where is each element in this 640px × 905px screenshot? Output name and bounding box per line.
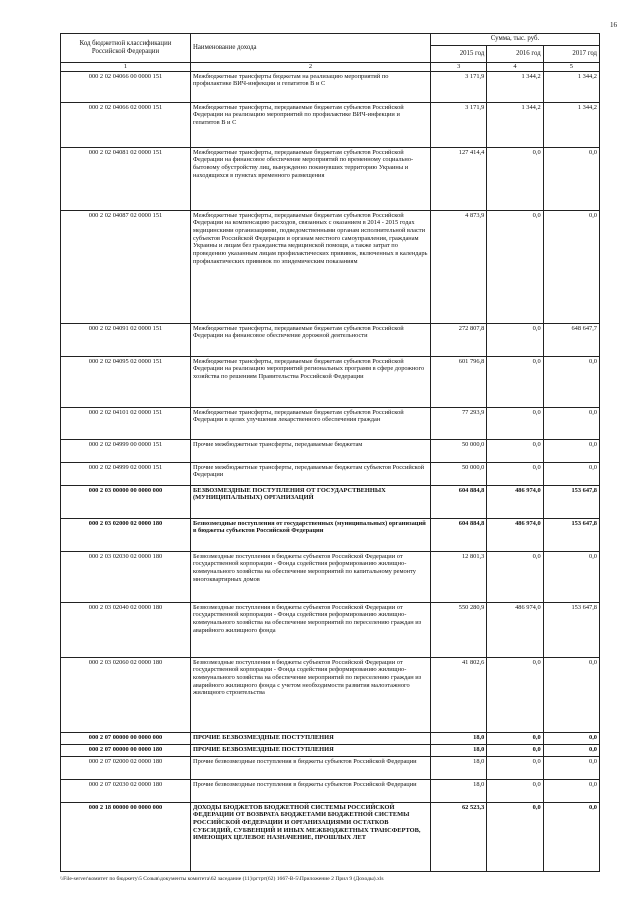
row-amount-2017: 0,0: [543, 732, 599, 744]
row-income-name: Безвозмездные поступления от государственных (муниципальных) организаций в бюджеты субъектов Российской Федерации: [191, 518, 431, 551]
row-amount-2017: 0,0: [543, 756, 599, 779]
row-amount-2015: 18,0: [431, 732, 487, 744]
row-amount-2016: 0,0: [487, 657, 543, 732]
row-code: 000 2 02 04081 02 0000 151: [61, 147, 191, 210]
row-code: 000 2 02 04091 02 0000 151: [61, 323, 191, 356]
row-amount-2017: 0,0: [543, 210, 599, 323]
table-row: [61, 802, 600, 871]
row-amount-2015: 272 807,8: [431, 323, 487, 356]
row-code: 000 2 18 00000 00 0000 000: [61, 802, 191, 871]
column-number: 3: [431, 63, 487, 72]
row-amount-2016: 0,0: [487, 551, 543, 602]
row-amount-2015: 18,0: [431, 779, 487, 802]
table-row: [61, 732, 600, 744]
row-amount-2015: 550 280,9: [431, 602, 487, 657]
row-amount-2017: 1 344,2: [543, 102, 599, 147]
row-amount-2015: 601 796,8: [431, 356, 487, 407]
column-number: 1: [61, 63, 191, 72]
row-code: 000 2 07 02030 02 0000 180: [61, 779, 191, 802]
row-code: 000 2 03 00000 00 0000 000: [61, 485, 191, 518]
row-amount-2016: 486 974,0: [487, 485, 543, 518]
row-amount-2017: 153 647,8: [543, 602, 599, 657]
row-income-name: Прочие межбюджетные трансферты, передаваемые бюджетам субъектов Российской Федерации: [191, 462, 431, 485]
column-number: 5: [543, 63, 599, 72]
row-amount-2015: 18,0: [431, 756, 487, 779]
row-amount-2017: 0,0: [543, 551, 599, 602]
row-code: 000 2 02 04999 02 0000 151: [61, 462, 191, 485]
year-2016-header: 2016 год: [487, 46, 543, 63]
row-amount-2016: 1 344,2: [487, 71, 543, 102]
row-amount-2016: 0,0: [487, 744, 543, 756]
column-number: 2: [191, 63, 431, 72]
table-row: [61, 756, 600, 779]
table-row: [61, 779, 600, 802]
row-amount-2017: 0,0: [543, 356, 599, 407]
row-amount-2016: 0,0: [487, 439, 543, 462]
table-row: [61, 744, 600, 756]
row-income-name: Прочие межбюджетные трансферты, передаваемые бюджетам: [191, 439, 431, 462]
row-income-name: Межбюджетные трансферты, передаваемые бюджетам субъектов Российской Федерации на компенсацию расходов, связанных с оказанием в 2014 - 2015 годах медицинскими организациями, подведомственными органам исполнительной власти субъектов Российской Федерации и органам местного самоуправления, гражданам Украины и лицам без гражданства медицинской помощи, а также затрат по проведению указанным лицам профилактических прививок, включенных в календарь профилактических прививок по эпидемическим показаниям: [191, 210, 431, 323]
row-amount-2015: 41 802,6: [431, 657, 487, 732]
year-2017-header: 2017 год: [543, 46, 599, 63]
page-number: 16: [610, 21, 617, 29]
row-code: 000 2 02 04066 02 0000 151: [61, 102, 191, 147]
row-income-name: ПРОЧИЕ БЕЗВОЗМЕЗДНЫЕ ПОСТУПЛЕНИЯ: [191, 744, 431, 756]
row-amount-2015: 4 873,9: [431, 210, 487, 323]
row-amount-2016: 0,0: [487, 462, 543, 485]
table-row: [61, 356, 600, 407]
row-amount-2015: 3 171,9: [431, 102, 487, 147]
table-row: [61, 439, 600, 462]
year-2015-header: 2015 год: [431, 46, 487, 63]
table-row: [61, 518, 600, 551]
row-amount-2016: 486 974,0: [487, 518, 543, 551]
row-amount-2016: 0,0: [487, 802, 543, 871]
row-amount-2016: 486 974,0: [487, 602, 543, 657]
row-amount-2017: 153 647,8: [543, 518, 599, 551]
row-amount-2015: 604 884,8: [431, 485, 487, 518]
row-amount-2016: 0,0: [487, 732, 543, 744]
row-income-name: БЕЗВОЗМЕЗДНЫЕ ПОСТУПЛЕНИЯ ОТ ГОСУДАРСТВЕННЫХ (МУНИЦИПАЛЬНЫХ) ОРГАНИЗАЦИЙ: [191, 485, 431, 518]
row-amount-2016: 0,0: [487, 147, 543, 210]
row-amount-2016: 0,0: [487, 323, 543, 356]
row-income-name: ПРОЧИЕ БЕЗВОЗМЕЗДНЫЕ ПОСТУПЛЕНИЯ: [191, 732, 431, 744]
row-income-name: Прочие безвозмездные поступления в бюджеты субъектов Российской Федерации: [191, 779, 431, 802]
row-amount-2016: 1 344,2: [487, 102, 543, 147]
row-code: 000 2 07 02000 02 0000 180: [61, 756, 191, 779]
header-row: [61, 34, 600, 46]
row-amount-2015: 77 293,9: [431, 407, 487, 439]
row-code: 000 2 07 00000 00 0000 000: [61, 732, 191, 744]
row-income-name: Межбюджетные трансферты, передаваемые бюджетам субъектов Российской Федерации на реализацию мероприятий региональных программ в сфере дорожного хозяйства по решениям Правительства Российской Федерации: [191, 356, 431, 407]
row-income-name: Межбюджетные трансферты, передаваемые бюджетам субъектов Российской Федерации на реализацию мероприятий по профилактике ВИЧ-инфекции и гепатитов В и С: [191, 102, 431, 147]
row-amount-2016: 0,0: [487, 356, 543, 407]
table-row: [61, 147, 600, 210]
row-income-name: Безвозмездные поступления в бюджеты субъектов Российской Федерации от государственной корпорации - Фонда содействия реформированию жилищно-коммунального хозяйства на обеспечение мероприятий по переселению граждан из аварийного жилищного фонда: [191, 602, 431, 657]
row-code: 000 2 07 00000 00 0000 180: [61, 744, 191, 756]
row-amount-2015: 50 000,0: [431, 462, 487, 485]
sum-column-header: Сумма, тыс. руб.: [431, 34, 600, 46]
row-amount-2017: 1 344,2: [543, 71, 599, 102]
row-amount-2015: 50 000,0: [431, 439, 487, 462]
row-amount-2017: 0,0: [543, 744, 599, 756]
table-row: [61, 551, 600, 602]
row-amount-2016: 0,0: [487, 407, 543, 439]
table-row: [61, 71, 600, 102]
income-table: [60, 33, 600, 872]
column-number-row: [61, 63, 600, 72]
row-amount-2017: 0,0: [543, 462, 599, 485]
row-code: 000 2 02 04095 02 0000 151: [61, 356, 191, 407]
row-income-name: Межбюджетные трансферты, передаваемые бюджетам субъектов Российской Федерации на финансовое обеспечение мероприятий по временному социально-бытовому обустройству лиц, вынужденно покинувших территорию Украины и находящихся в пунктах временного размещения: [191, 147, 431, 210]
row-code: 000 2 03 02030 02 0000 180: [61, 551, 191, 602]
row-code: 000 2 03 02040 02 0000 180: [61, 602, 191, 657]
table-row: [61, 210, 600, 323]
row-income-name: ДОХОДЫ БЮДЖЕТОВ БЮДЖЕТНОЙ СИСТЕМЫ РОССИЙСКОЙ ФЕДЕРАЦИИ ОТ ВОЗВРАТА БЮДЖЕТАМИ БЮДЖЕТНОЙ СИСТЕМЫ РОССИЙСКОЙ ФЕДЕРАЦИИ И ОРГАНИЗАЦИЯМИ ОСТАТКОВ СУБСИДИЙ, СУБВЕНЦИЙ И ИНЫХ МЕЖБЮДЖЕТНЫХ ТРАНСФЕРТОВ, ИМЕЮЩИХ ЦЕЛЕВОЕ НАЗНАЧЕНИЕ, ПРОШЛЫХ ЛЕТ: [191, 802, 431, 871]
row-amount-2017: 0,0: [543, 802, 599, 871]
row-amount-2017: 0,0: [543, 779, 599, 802]
row-amount-2017: 0,0: [543, 407, 599, 439]
row-amount-2015: 18,0: [431, 744, 487, 756]
row-amount-2015: 604 884,8: [431, 518, 487, 551]
row-amount-2015: 12 801,3: [431, 551, 487, 602]
table-row: [61, 323, 600, 356]
row-amount-2015: 127 414,4: [431, 147, 487, 210]
row-code: 000 2 03 02000 02 0000 180: [61, 518, 191, 551]
row-code: 000 2 02 04999 00 0000 151: [61, 439, 191, 462]
name-column-header: Наименование дохода: [191, 34, 431, 63]
row-code: 000 2 03 02060 02 0000 180: [61, 657, 191, 732]
row-amount-2016: 0,0: [487, 779, 543, 802]
row-amount-2017: 0,0: [543, 439, 599, 462]
table-row: [61, 407, 600, 439]
row-amount-2015: 3 171,9: [431, 71, 487, 102]
table-row: [61, 657, 600, 732]
row-amount-2017: 0,0: [543, 147, 599, 210]
table-row: [61, 102, 600, 147]
table-body: [61, 71, 600, 871]
row-code: 000 2 02 04101 02 0000 151: [61, 407, 191, 439]
row-income-name: Безвозмездные поступления в бюджеты субъектов Российской Федерации от государственной корпорации - Фонда содействия реформированию жилищно-коммунального хозяйства на обеспечение мероприятий по переселению граждан из аварийного жилищного фонда с учетом необходимости развития малоэтажного жилищного строительства: [191, 657, 431, 732]
row-amount-2016: 0,0: [487, 210, 543, 323]
file-path-footer: \\File-server\комитет по бюджету\5 Созыв\документы комитета\62 заседание (11)\ргтрт(62) 1667-В-5\Приложение 2 Прил 9 (Доходы).xls: [60, 876, 384, 882]
row-income-name: Межбюджетные трансферты, передаваемые бюджетам субъектов Российской Федерации на финансовое обеспечение дорожной деятельности: [191, 323, 431, 356]
row-income-name: Межбюджетные трансферты, передаваемые бюджетам субъектов Российской Федерации в целях улучшения лекарственного обеспечения граждан: [191, 407, 431, 439]
table-row: [61, 602, 600, 657]
column-number: 4: [487, 63, 543, 72]
row-income-name: Межбюджетные трансферты бюджетам на реализацию мероприятий по профилактике ВИЧ-инфекции и гепатитов В и С: [191, 71, 431, 102]
row-amount-2015: 62 523,3: [431, 802, 487, 871]
row-amount-2016: 0,0: [487, 756, 543, 779]
table-row: [61, 462, 600, 485]
row-income-name: Прочие безвозмездные поступления в бюджеты субъектов Российской Федерации: [191, 756, 431, 779]
row-code: 000 2 02 04066 00 0000 151: [61, 71, 191, 102]
row-code: 000 2 02 04087 02 0000 151: [61, 210, 191, 323]
table-row: [61, 485, 600, 518]
row-amount-2017: 648 647,7: [543, 323, 599, 356]
row-amount-2017: 0,0: [543, 657, 599, 732]
code-column-header: Код бюджетной классификации Российской Федерации: [61, 34, 191, 63]
row-amount-2017: 153 647,8: [543, 485, 599, 518]
row-income-name: Безвозмездные поступления в бюджеты субъектов Российской Федерации от государственной корпорации - Фонда содействия реформированию жилищно-коммунального хозяйства на обеспечение мероприятий по капитальному ремонту многоквартирных домов: [191, 551, 431, 602]
